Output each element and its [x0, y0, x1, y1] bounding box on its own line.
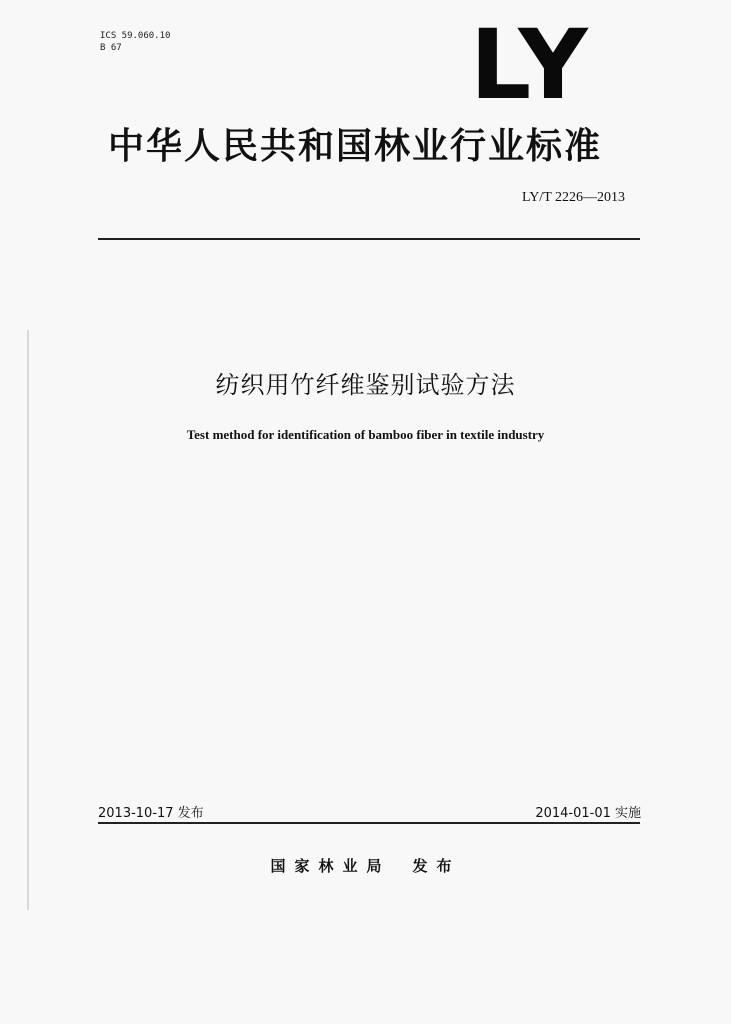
classification-codes — [100, 30, 170, 54]
publisher-line — [0, 855, 731, 876]
document-title-english: Test method for identification of bamboo fiber in textile industry — [186, 427, 545, 442]
ics-code: ICS 59.060.10 — [100, 31, 171, 41]
standard-number: LY/T 2226—2013 — [522, 190, 625, 205]
publisher-action: 发布 — [412, 857, 461, 875]
publisher-organization: 国家林业局 — [270, 857, 391, 875]
issue-date: 2013-10-17 发布 — [98, 806, 204, 821]
top-divider — [98, 238, 640, 240]
implementation-date: 2014-01-01 实施 — [535, 806, 641, 821]
org-title: 中华人民共和国林业行业标准 — [108, 126, 603, 167]
document-title-chinese: 纺织用竹纤维鉴别试验方法 — [215, 371, 516, 399]
ccs-code: B 67 — [100, 43, 122, 53]
bottom-divider — [98, 822, 640, 824]
scan-edge-line — [27, 330, 29, 910]
ly-logo: LY — [470, 9, 590, 121]
